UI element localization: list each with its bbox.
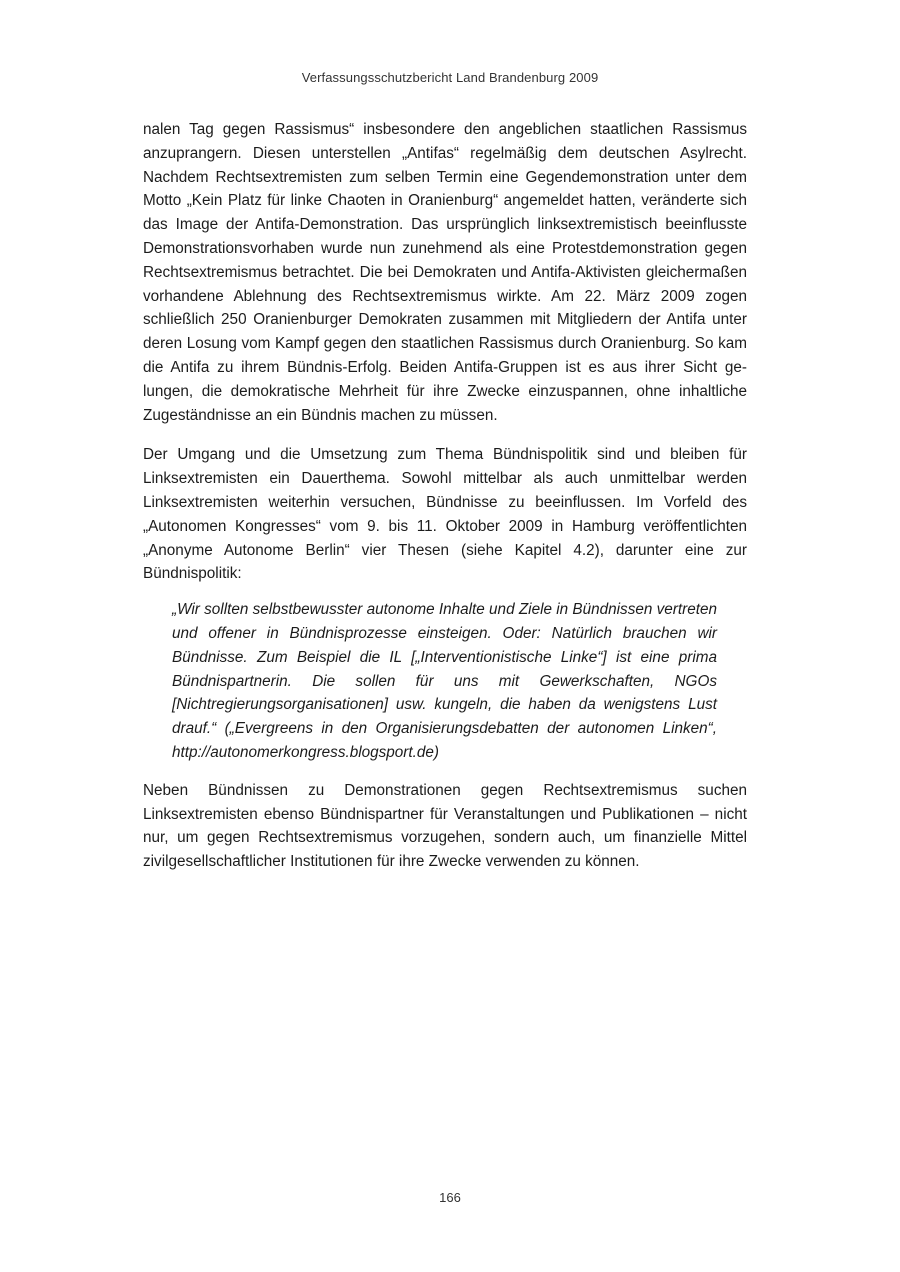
paragraph-2: Der Umgang und die Umsetzung zum Thema Bündnispolitik sind und bleiben für Linksextremisten ein Dauerthema. Sowohl mittelbar als auch unmittelbar werden Linksextremisten weiterhin versuchen, Bündnisse zu beeinflussen. Im Vorfeld des „Autonomen Kongresses“ vom 9. bis 11. Oktober 2009 in Hamburg veröffentlichten „Anonyme Autonome Berlin“ vier Thesen (siehe Kapitel 4.2), darunter eine zur Bündnispolitik:	[143, 446, 747, 583]
block-quote: „Wir sollten selbstbewusster autonome Inhalte und Ziele in Bündnissen vertreten und offener in Bündnisprozesse einsteigen. Oder: Natürlich brauchen wir Bündnisse. Zum Beispiel die IL [„Interventionistische Linke“] ist eine prima Bündnispartnerin. Die sollen für uns mit Gewerkschaften, NGOs [Nichtregierungsorganisationen] usw. kungeln, die haben da wenigstens Lust drauf.“ („Evergreens in den Organisierungsdebatten der autonomen Linken“, http://autonomerkongress.blogsport.de)	[172, 601, 717, 761]
paragraph-3: Neben Bündnissen zu Demonstrationen gegen Rechtsextremismus suchen Linksextremisten ebenso Bündnispartner für Veranstaltungen und Publikationen – nicht nur, um gegen Rechtsextremismus vorzugehen, sondern auch, um finanzielle Mittel zivilgesellschaftlicher Institutionen für ihre Zwecke verwenden zu können.	[143, 781, 747, 871]
body-text	[143, 118, 747, 874]
running-header: Verfassungsschutzbericht Land Brandenburg 2009	[301, 70, 599, 85]
paragraph-1: nalen Tag gegen Rassismus“ insbesondere den angeblichen staatlichen Rassismus anzuprangern. Diesen unterstellen „Antifas“ regelmäßig dem deutschen Asylrecht. Nachdem Rechtsextremisten zum selben Termin eine Gegendemonstration unter dem Motto „Kein Platz für linke Chaoten in Oranienburg“ angemeldet hatten, veränderte sich das Image der Antifa-Demonstration. Das ursprünglich linksextremistisch beeinflusste Demonstrationsvorhaben wurde nun zunehmend als eine Protestdemonstration gegen Rechtsextremismus betrachtet. Die bei Demokraten und Antifa-Aktivisten gleichermaßen vorhandene Ablehnung des Rechtsextremismus wirkte. Am 22. März 2009 zogen schließlich 250 Oranienburger Demokraten zusammen mit Mitgliedern der Antifa unter deren Losung vom Kampf gegen den staatlichen Rassismus durch Oranienburg. So kam die Antifa zu ihrem Bündnis-Erfolg. Beiden Antifa-Gruppen ist es aus ihrer Sicht gelungen, die demokratische Mehrheit für ihre Zwecke einzuspannen, ohne inhaltliche Zugeständnisse an ein Bündnis machen zu müssen.	[143, 121, 747, 424]
page-number: 166	[439, 1190, 461, 1205]
